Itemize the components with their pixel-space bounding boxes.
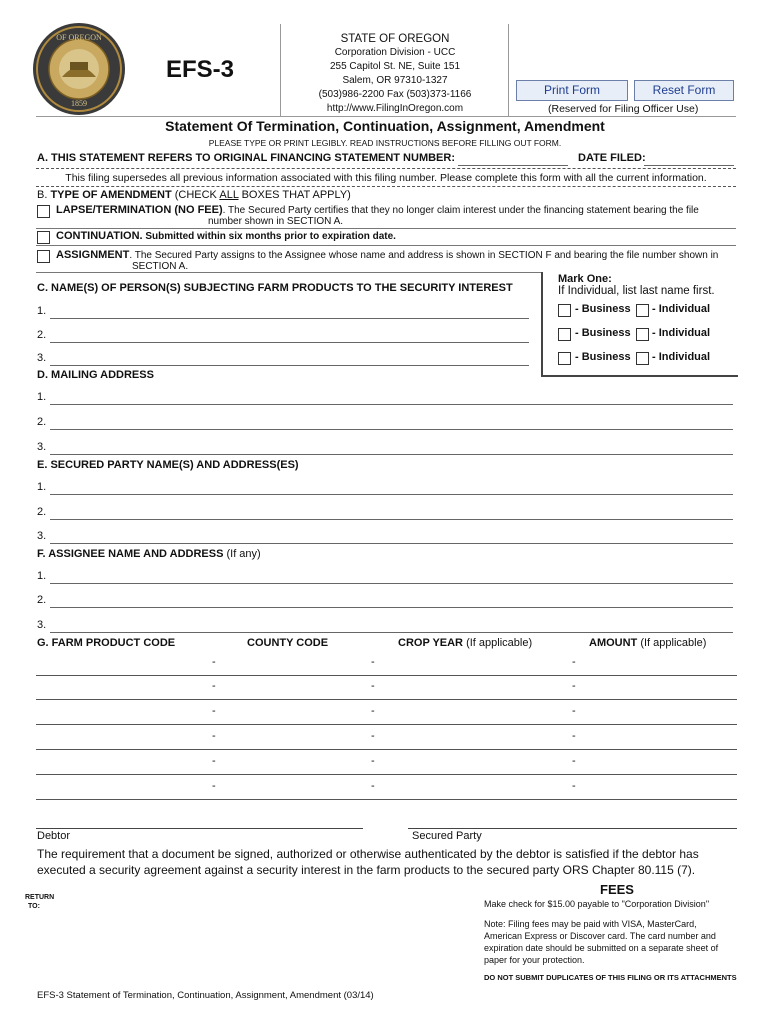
section-f-header <box>37 548 261 560</box>
crop-year-label: CROP YEAR <box>398 637 464 649</box>
crop-year-cell[interactable]: - <box>572 680 576 692</box>
agency-line: Salem, OR 97310-1327 <box>342 75 448 86</box>
continuation-checkbox[interactable] <box>37 231 50 244</box>
crop-year-header <box>398 637 532 649</box>
date-filed-label: DATE FILED: <box>578 152 646 164</box>
section-e-label: E. SECURED PARTY NAME(S) AND ADDRESS(ES) <box>37 459 299 471</box>
business-checkbox-2[interactable] <box>558 328 571 341</box>
section-b-rule-2 <box>36 245 736 246</box>
assignee-number: 2. <box>37 594 47 606</box>
individual-checkbox-2[interactable] <box>636 328 649 341</box>
section-b-header <box>37 189 351 201</box>
crop-year-cell[interactable]: - <box>572 656 576 668</box>
agency-line: http://www.FilingInOregon.com <box>326 103 464 114</box>
county-code-cell[interactable]: - <box>371 705 375 717</box>
farm-product-code-cell[interactable]: - <box>212 680 216 692</box>
assignee-field-1[interactable] <box>50 583 733 584</box>
reset-form-button[interactable]: Reset Form <box>634 80 734 101</box>
assignment-text-2: SECTION A. <box>132 261 189 272</box>
county-code-cell[interactable]: - <box>371 755 375 767</box>
form-title: Statement Of Termination, Continuation, Assignment, Amendment <box>165 118 605 134</box>
county-code-cell[interactable]: - <box>371 656 375 668</box>
individual-label: - Individual <box>652 303 711 315</box>
section-b-rule-3 <box>36 272 541 273</box>
continuation-text <box>56 230 396 242</box>
secured-party-field-3[interactable] <box>50 543 733 544</box>
lapse-termination-checkbox[interactable] <box>37 205 50 218</box>
secured-number: 1. <box>37 481 47 493</box>
assignment-text <box>56 249 718 261</box>
assignee-field-3[interactable] <box>50 632 733 633</box>
mailing-number: 2. <box>37 416 47 428</box>
svg-text:OF OREGON: OF OREGON <box>56 33 102 42</box>
financing-number-field[interactable] <box>458 165 568 166</box>
to-label: TO: <box>28 903 40 910</box>
mailing-number: 1. <box>37 391 47 403</box>
secured-number: 3. <box>37 530 47 542</box>
form-code: EFS-3 <box>166 56 235 83</box>
individual-checkbox-3[interactable] <box>636 352 649 365</box>
svg-text:1859: 1859 <box>71 99 87 108</box>
no-duplicates-warning: DO NOT SUBMIT DUPLICATES OF THIS FILING OR ITS ATTACHMENTS <box>484 973 737 982</box>
farm-product-row-rule <box>36 675 737 676</box>
fees-title: FEES <box>600 882 634 897</box>
assignment-title: ASSIGNMENT <box>56 249 130 261</box>
debtor-name-field-3[interactable] <box>50 365 529 366</box>
mark-one-note: If Individual, list last name first. <box>558 285 715 297</box>
assignment-checkbox[interactable] <box>37 250 50 263</box>
mailing-address-field-2[interactable] <box>50 429 733 430</box>
business-checkbox-3[interactable] <box>558 352 571 365</box>
mark-one-label: Mark One: <box>558 273 612 285</box>
reserved-note: (Reserved for Filing Officer Use) <box>548 103 699 115</box>
lapse-termination-text <box>56 204 699 216</box>
business-checkbox-1[interactable] <box>558 304 571 317</box>
header-bottom-rule <box>36 116 736 117</box>
section-a-label: A. THIS STATEMENT REFERS TO ORIGINAL FINANCING STATEMENT NUMBER: <box>37 152 455 164</box>
continuation-note: Submitted within six months prior to expiration date. <box>142 231 396 242</box>
mailing-number: 3. <box>37 441 47 453</box>
section-b-instr-all: ALL <box>219 189 239 201</box>
farm-product-row-rule <box>36 699 737 700</box>
crop-year-cell[interactable]: - <box>572 755 576 767</box>
farm-product-code-cell[interactable]: - <box>212 780 216 792</box>
debtor-number: 1. <box>37 305 47 317</box>
business-label: - Business <box>575 351 631 363</box>
farm-product-row-rule <box>36 724 737 725</box>
agency-line: Corporation Division - UCC <box>334 47 456 58</box>
farm-product-code-cell[interactable]: - <box>212 755 216 767</box>
debtor-name-field-1[interactable] <box>50 318 529 319</box>
section-a-rule <box>36 168 736 169</box>
section-d-label: D. MAILING ADDRESS <box>37 369 154 381</box>
individual-label: - Individual <box>652 327 711 339</box>
secured-party-signature-field[interactable] <box>408 828 737 829</box>
debtor-number: 2. <box>37 329 47 341</box>
secured-number: 2. <box>37 506 47 518</box>
section-c-label: C. NAME(S) OF PERSON(S) SUBJECTING FARM PRODUCTS TO THE SECURITY INTEREST <box>37 282 513 294</box>
farm-product-code-cell[interactable]: - <box>212 705 216 717</box>
fees-check-note: Make check for $15.00 payable to "Corporation Division" <box>484 899 710 909</box>
section-a-rule-bottom <box>36 186 736 187</box>
agency-address <box>290 32 500 116</box>
return-to-label <box>25 893 54 911</box>
farm-product-row-rule <box>36 749 737 750</box>
continuation-title: CONTINUATION. <box>56 230 143 242</box>
debtor-signature-label: Debtor <box>37 830 71 842</box>
crop-year-note: (If applicable) <box>463 637 533 649</box>
county-code-cell[interactable]: - <box>371 780 375 792</box>
farm-product-row-rule <box>36 774 737 775</box>
state-seal <box>32 22 126 116</box>
county-code-cell[interactable]: - <box>371 730 375 742</box>
mailing-address-field-1[interactable] <box>50 404 733 405</box>
individual-checkbox-1[interactable] <box>636 304 649 317</box>
individual-label: - Individual <box>652 351 711 363</box>
lapse-title: LAPSE/TERMINATION (NO FEE) <box>56 204 223 216</box>
lapse-termination-text-2: number shown in SECTION A. <box>208 216 344 227</box>
farm-product-code-cell[interactable]: - <box>212 730 216 742</box>
amount-header <box>589 637 706 649</box>
secured-party-field-2[interactable] <box>50 519 733 520</box>
requirement-text: The requirement that a document be signed, authorized or otherwise authenticated by the debtor is satisfied if the debtor has executed a security agreement against a security interest in the farm products to the secured party ORS Chapter 80.115 (7). <box>37 847 699 877</box>
section-b-label: TYPE OF AMENDMENT <box>50 189 172 201</box>
farm-product-code-header: G. FARM PRODUCT CODE <box>37 637 176 649</box>
debtor-name-field-2[interactable] <box>50 342 529 343</box>
secured-party-signature-label: Secured Party <box>412 830 482 842</box>
section-b-instr-pre: (CHECK <box>171 189 220 201</box>
debtor-number: 3. <box>37 352 47 364</box>
debtor-signature-field[interactable] <box>36 828 363 829</box>
amount-label: AMOUNT <box>589 637 638 649</box>
amount-note: (If applicable) <box>637 637 707 649</box>
business-label: - Business <box>575 327 631 339</box>
section-b-instr-post: BOXES THAT APPLY) <box>238 189 351 201</box>
assignment-body: . The Secured Party assigns to the Assignee whose name and address is shown in SECTION F and bearing the file number shown in <box>129 250 719 261</box>
crop-year-cell[interactable]: - <box>572 780 576 792</box>
assignee-field-2[interactable] <box>50 607 733 608</box>
agency-line: (503)986-2200 Fax (503)373-1166 <box>318 89 472 100</box>
form-subtitle: PLEASE TYPE OR PRINT LEGIBLY. READ INSTRUCTIONS BEFORE FILLING OUT FORM. <box>208 138 562 148</box>
print-form-button[interactable]: Print Form <box>516 80 628 101</box>
agency-line: 255 Capitol St. NE, Suite 151 <box>329 61 461 72</box>
header-divider <box>280 24 281 116</box>
mailing-address-field-3[interactable] <box>50 454 733 455</box>
section-f-label: F. ASSIGNEE NAME AND ADDRESS <box>37 548 224 560</box>
lapse-text: . The Secured Party certifies that they no longer claim interest under the financing statement bearing the file <box>222 205 699 216</box>
business-label: - Business <box>575 303 631 315</box>
section-f-note: (If any) <box>223 548 261 560</box>
section-b-rule-1 <box>36 228 736 229</box>
section-b-prefix: B. <box>37 189 51 201</box>
date-filed-field[interactable] <box>644 165 734 166</box>
header-divider-2 <box>508 24 509 116</box>
farm-product-code-cell[interactable]: - <box>212 656 216 668</box>
form-footer: EFS-3 Statement of Termination, Continuation, Assignment, Amendment (03/14) <box>37 990 374 1001</box>
county-code-header: COUNTY CODE <box>247 637 329 649</box>
crop-year-cell[interactable]: - <box>572 730 576 742</box>
crop-year-cell[interactable]: - <box>572 705 576 717</box>
assignee-number: 1. <box>37 570 47 582</box>
return-label: RETURN <box>25 894 55 901</box>
fees-payment-note: Note: Filing fees may be paid with VISA, MasterCard, American Express or Discover card. The card number and expiration date should be submitted on a separate sheet of paper for your protection. <box>484 919 719 965</box>
secured-party-field-1[interactable] <box>50 494 733 495</box>
agency-line: STATE OF OREGON <box>340 33 450 45</box>
farm-product-row-rule <box>36 799 737 800</box>
section-a-note: This filing supersedes all previous information associated with this filing number. Please complete this form with all the current information. <box>65 172 707 184</box>
assignee-number: 3. <box>37 619 47 631</box>
county-code-cell[interactable]: - <box>371 680 375 692</box>
